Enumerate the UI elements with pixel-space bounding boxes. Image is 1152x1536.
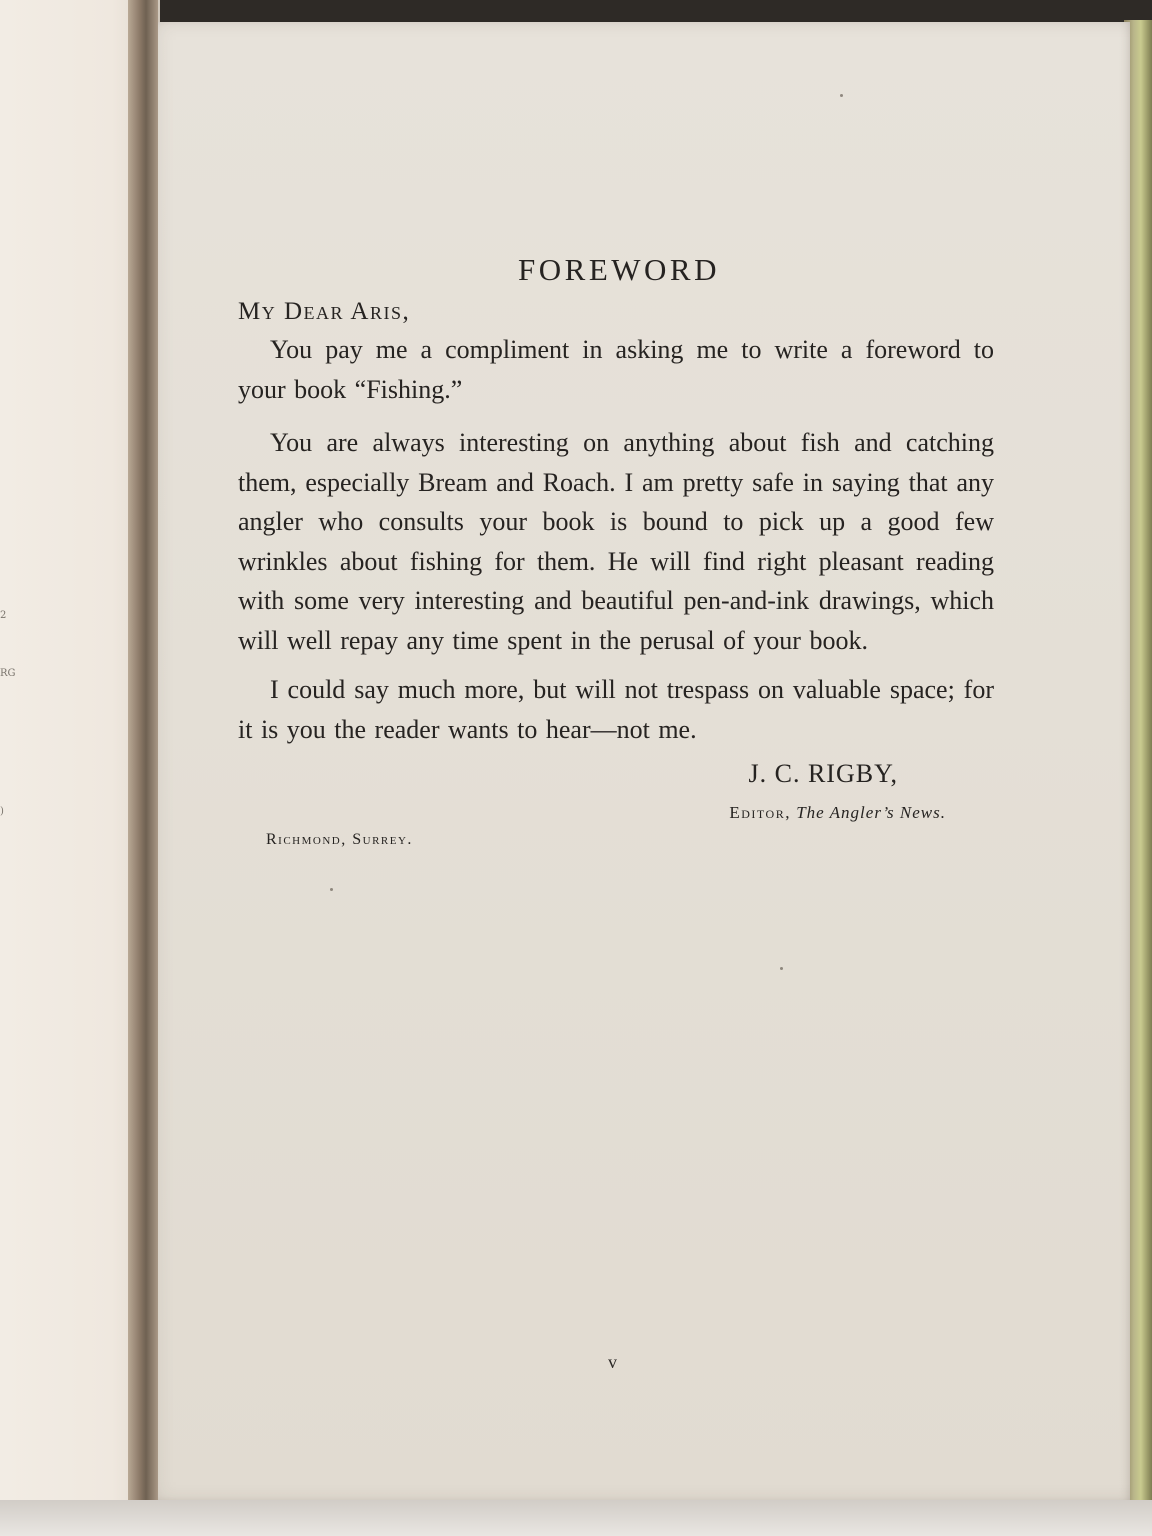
place-line: Richmond, Surrey. [266, 831, 413, 848]
facing-page-edge-mark: ) [0, 806, 4, 817]
page-title: FOREWORD [518, 252, 720, 287]
table-surface [0, 1496, 1152, 1536]
publication-name: The Angler’s News. [796, 803, 946, 822]
salutation: My Dear Aris, [238, 298, 411, 325]
signature-title: Editor, [729, 803, 791, 822]
paragraph: I could say much more, but will not trespass on valuable space; for it is you the reader wants to hear—not me. [238, 675, 994, 744]
foreword-page [140, 22, 1130, 1500]
signature-name: J. C. RIGBY, [748, 759, 898, 788]
book-gutter [128, 0, 158, 1500]
paragraph: You are always interesting on anything about fish and catching them, especially Bream and Roach. I am pretty safe in saying that any angler who consults your book is bound to pick up a good few wrinkles about fishing for them. He will find right pleasant reading with some very interesting and beautiful pen-and-ink drawings, which will well repay any time spent in the perusal of your book. [238, 428, 994, 655]
facing-page-edge-mark: RG [0, 668, 16, 679]
signature-role [729, 803, 946, 823]
facing-page-edge-mark: 2 [0, 610, 7, 621]
signature-block [238, 759, 994, 869]
foreword-text [238, 252, 994, 869]
paper-speck [780, 967, 783, 970]
paper-speck [330, 888, 333, 891]
page-number: v [608, 1352, 617, 1372]
paragraph: You pay me a compliment in asking me to write a foreword to your book “Fishing.” [238, 335, 994, 404]
paper-speck [840, 94, 843, 97]
